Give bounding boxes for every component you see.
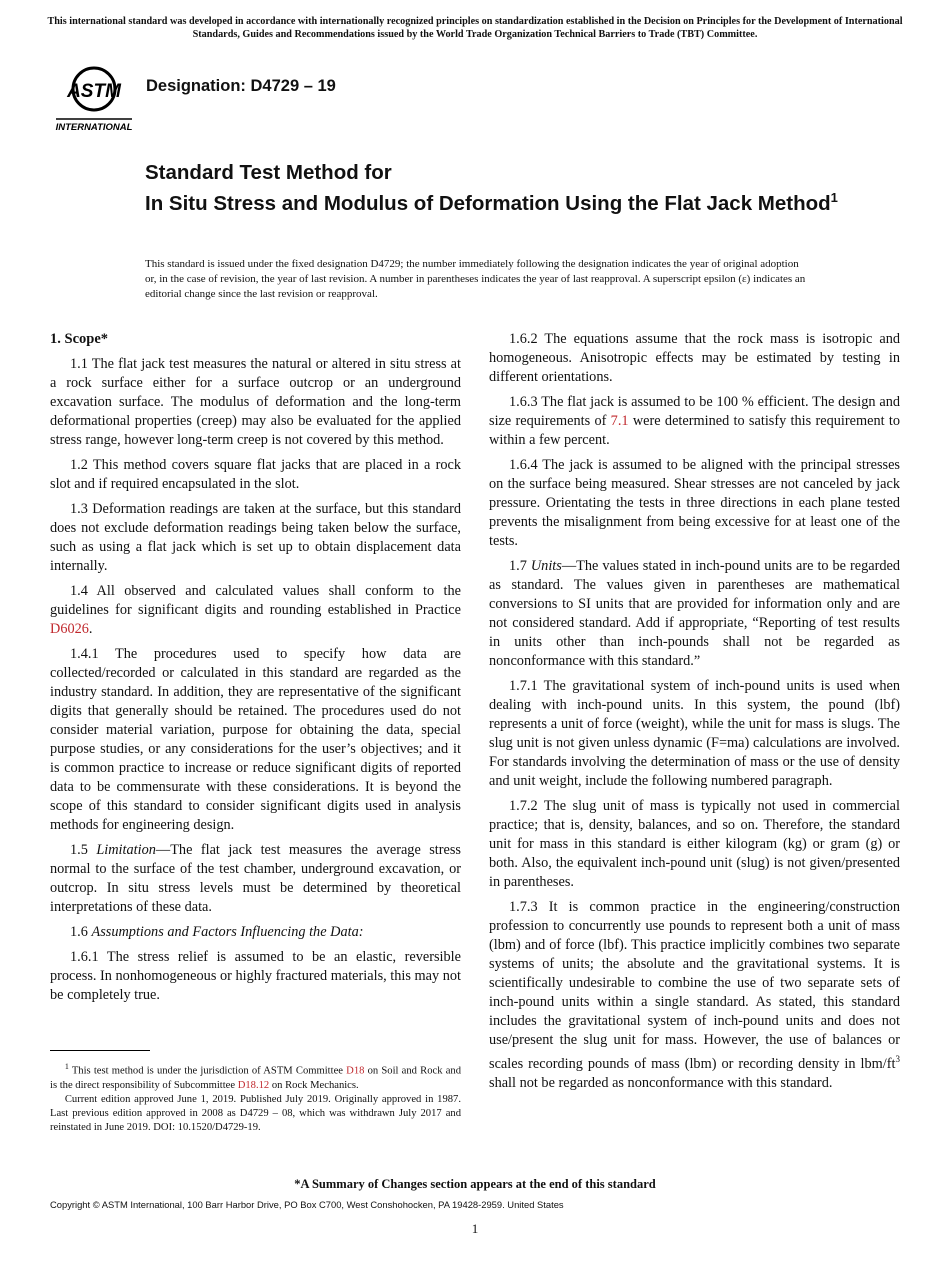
paragraph-1-7-1: 1.7.1 The gravitational system of inch-pound units is used when dealing with inch-pound units. In this system, the pound (lbf) represents a unit of force (weight), while the unit for mass is slugs. The slug unit is not given unless dynamic (F=ma) calculations are involved. For standards involving the determination of mass or the use of density and unit weight, include the following numbered paragraph.: [489, 678, 900, 789]
footnote-divider: [50, 1050, 150, 1051]
link-section-7-1[interactable]: 7.1: [610, 413, 629, 429]
paragraph-1-2: 1.2 This method covers square flat jacks that are placed in a rock slot and if required encapsulated in the slot.: [50, 457, 461, 492]
link-d6026[interactable]: D6026: [50, 621, 89, 637]
footnote: [50, 1060, 461, 1135]
paragraph-1-5: 1.5 Limitation—The flat jack test measures the average stress normal to the surface of the test chamber, underground excavation, or outcrop. In situ stress levels must be determined by theoretical interpretations of these data.: [50, 842, 461, 915]
paragraph-1-6-3: 1.6.3 The flat jack is assumed to be 100 % efficient. The design and size requirements of 7.1 were determined to satisfy this requirement to within a few percent.: [489, 394, 900, 448]
section-heading-scope: 1. Scope*: [50, 331, 108, 347]
link-d18-12[interactable]: D18.12: [237, 1079, 270, 1091]
issue-note: This standard is issued under the fixed designation D4729; the number immediately following the designation indicates the year of original adoption or, in the case of revision, the year of last revision. A number in parentheses indicates the year of last reapproval. A superscript epsilon (ε) indicates an editorial change since the last revision or reapproval.: [145, 258, 806, 300]
copyright: Copyright © ASTM International, 100 Barr Harbor Drive, PO Box C700, West Conshohocken, PA 19428-2959. United States: [50, 1199, 564, 1210]
link-d18[interactable]: D18: [346, 1065, 365, 1077]
paragraph-1-7-2: 1.7.2 The slug unit of mass is typically not used in commercial practice; that is, density, balances, and so on. Therefore, the standard unit for mass in this standard is either kilogram (kg) or gram (g) or both. Also, the equivalent inch-pound unit (slug) is not given/presented in parentheses.: [489, 798, 900, 890]
paragraph-1-6-4: 1.6.4 The jack is assumed to be aligned with the principal stresses on the surface being measured. Shear stresses are not canceled by jack pressure. Orientating the tests in three directions in each plane tested prevents the misalignment from being excessive for at least one of the tests.: [489, 457, 900, 549]
paragraph-1-3: 1.3 Deformation readings are taken at the surface, but this standard does not exclude deformation readings being taken below the surface, such as using a flat jack which is set up to obtain displacement data internally.: [50, 501, 461, 574]
paragraph-1-6: 1.6 Assumptions and Factors Influencing the Data:: [70, 924, 364, 940]
astm-logo: [52, 60, 136, 132]
paragraph-1-7: 1.7 Units—The values stated in inch-pound units are to be regarded as standard. The values given in parentheses are mathematical conversions to SI units that are provided for information only and are not considered standard. Add if appropriate, “Reporting of test results in units other than inch-pounds shall not be regarded as nonconformance with this standard.”: [489, 558, 900, 669]
title-line-1: Standard Test Method for: [145, 161, 392, 184]
footnote-jurisdiction: $^1$ This test method is under the jurisdiction of ASTM Committee D18 on Soil and Rock and is the direct responsibility of Subcommittee D18.12 on Rock Mechanics.: [50, 1062, 461, 1091]
title-footnote-mark: 1: [830, 190, 838, 205]
document-title: [145, 160, 865, 216]
title-line-2: In Situ Stress and Modulus of Deformation Using the Flat Jack Method$^1$: [145, 190, 838, 215]
paragraph-1-6-2: 1.6.2 The equations assume that the rock mass is isotropic and homogeneous. Anisotropic effects may be estimated by testing in different orientations.: [489, 331, 900, 385]
logo-subtext: INTERNATIONAL: [55, 122, 133, 132]
paragraph-1-1: 1.1 The flat jack test measures the natural or altered in situ stress at a rock surface either for a surface outcrop or an underground excavation surface. The modulus of deformation and the long-term deformational properties (creep) may also be evaluated for the applied stress range, however long-term creep is not covered by this method.: [50, 356, 461, 448]
paragraph-1-7-3: 1.7.3 It is common practice in the engineering/construction profession to concurrently use pounds to represent both a unit of mass (lbm) and of force (lbf). This practice implicitly combines two separate systems of units; the absolute and the gravitational systems. It is scientifically undesirable to combine the use of two separate sets of inch-pound units within a single standard. As stated, this standard includes the gravitational system of inch-pound units and does not use/present the slug unit for mass. However, the use of balances or scales recording pounds of mass (lbm) or recording density in lbm/$ft^3$ shall not be regarded as nonconformance with this standard.: [489, 899, 900, 1091]
paragraph-1-4-1: 1.4.1 The procedures used to specify how data are collected/recorded or calculated in this standard are regarded as the industry standard. In addition, they are representative of the significant digits that generally should be retained. The procedures used do not consider material variation, purpose for obtaining the data, special purpose studies, or any considerations for the user’s objectives; and it is common practice to increase or reduce significant digits of reported data to be commensurate with these considerations. It is beyond the scope of this standard to consider significant digits used in analysis methods for engineering design.: [50, 646, 461, 833]
footnote-edition: Current edition approved June 1, 2019. Published July 2019. Originally approved in 1987. Last previous edition approved in 2008 as D4729 – 08, which was withdrawn July 2017 and reinstated in June 2019. DOI: 10.1520/D4729-19.: [50, 1093, 461, 1133]
left-column: [50, 330, 461, 1011]
paragraph-1-6-1: 1.6.1 The stress relief is assumed to be an elastic, reversible process. In nonhomogeneous or highly fractured materials, this may not be completely true.: [50, 949, 461, 1003]
paragraph-1-4: 1.4 All observed and calculated values shall conform to the guidelines for significant digits and rounding established in Practice D6026.: [50, 583, 461, 637]
right-column: [489, 330, 900, 1099]
designation: Designation: D4729 – 19: [146, 77, 336, 95]
logo-text: ASTM: [67, 81, 121, 102]
page-number: 1: [471, 1221, 479, 1236]
development-notice: This international standard was developed in accordance with internationally recognized principles on standardization established in the Decision on Principles for the Development of International Standards, Guides and Recommendations issued by the World Trade Organization Technical Barriers to Trade (TBT) Committee.: [47, 16, 903, 40]
summary-of-changes-note: *A Summary of Changes section appears at the end of this standard: [294, 1177, 656, 1191]
